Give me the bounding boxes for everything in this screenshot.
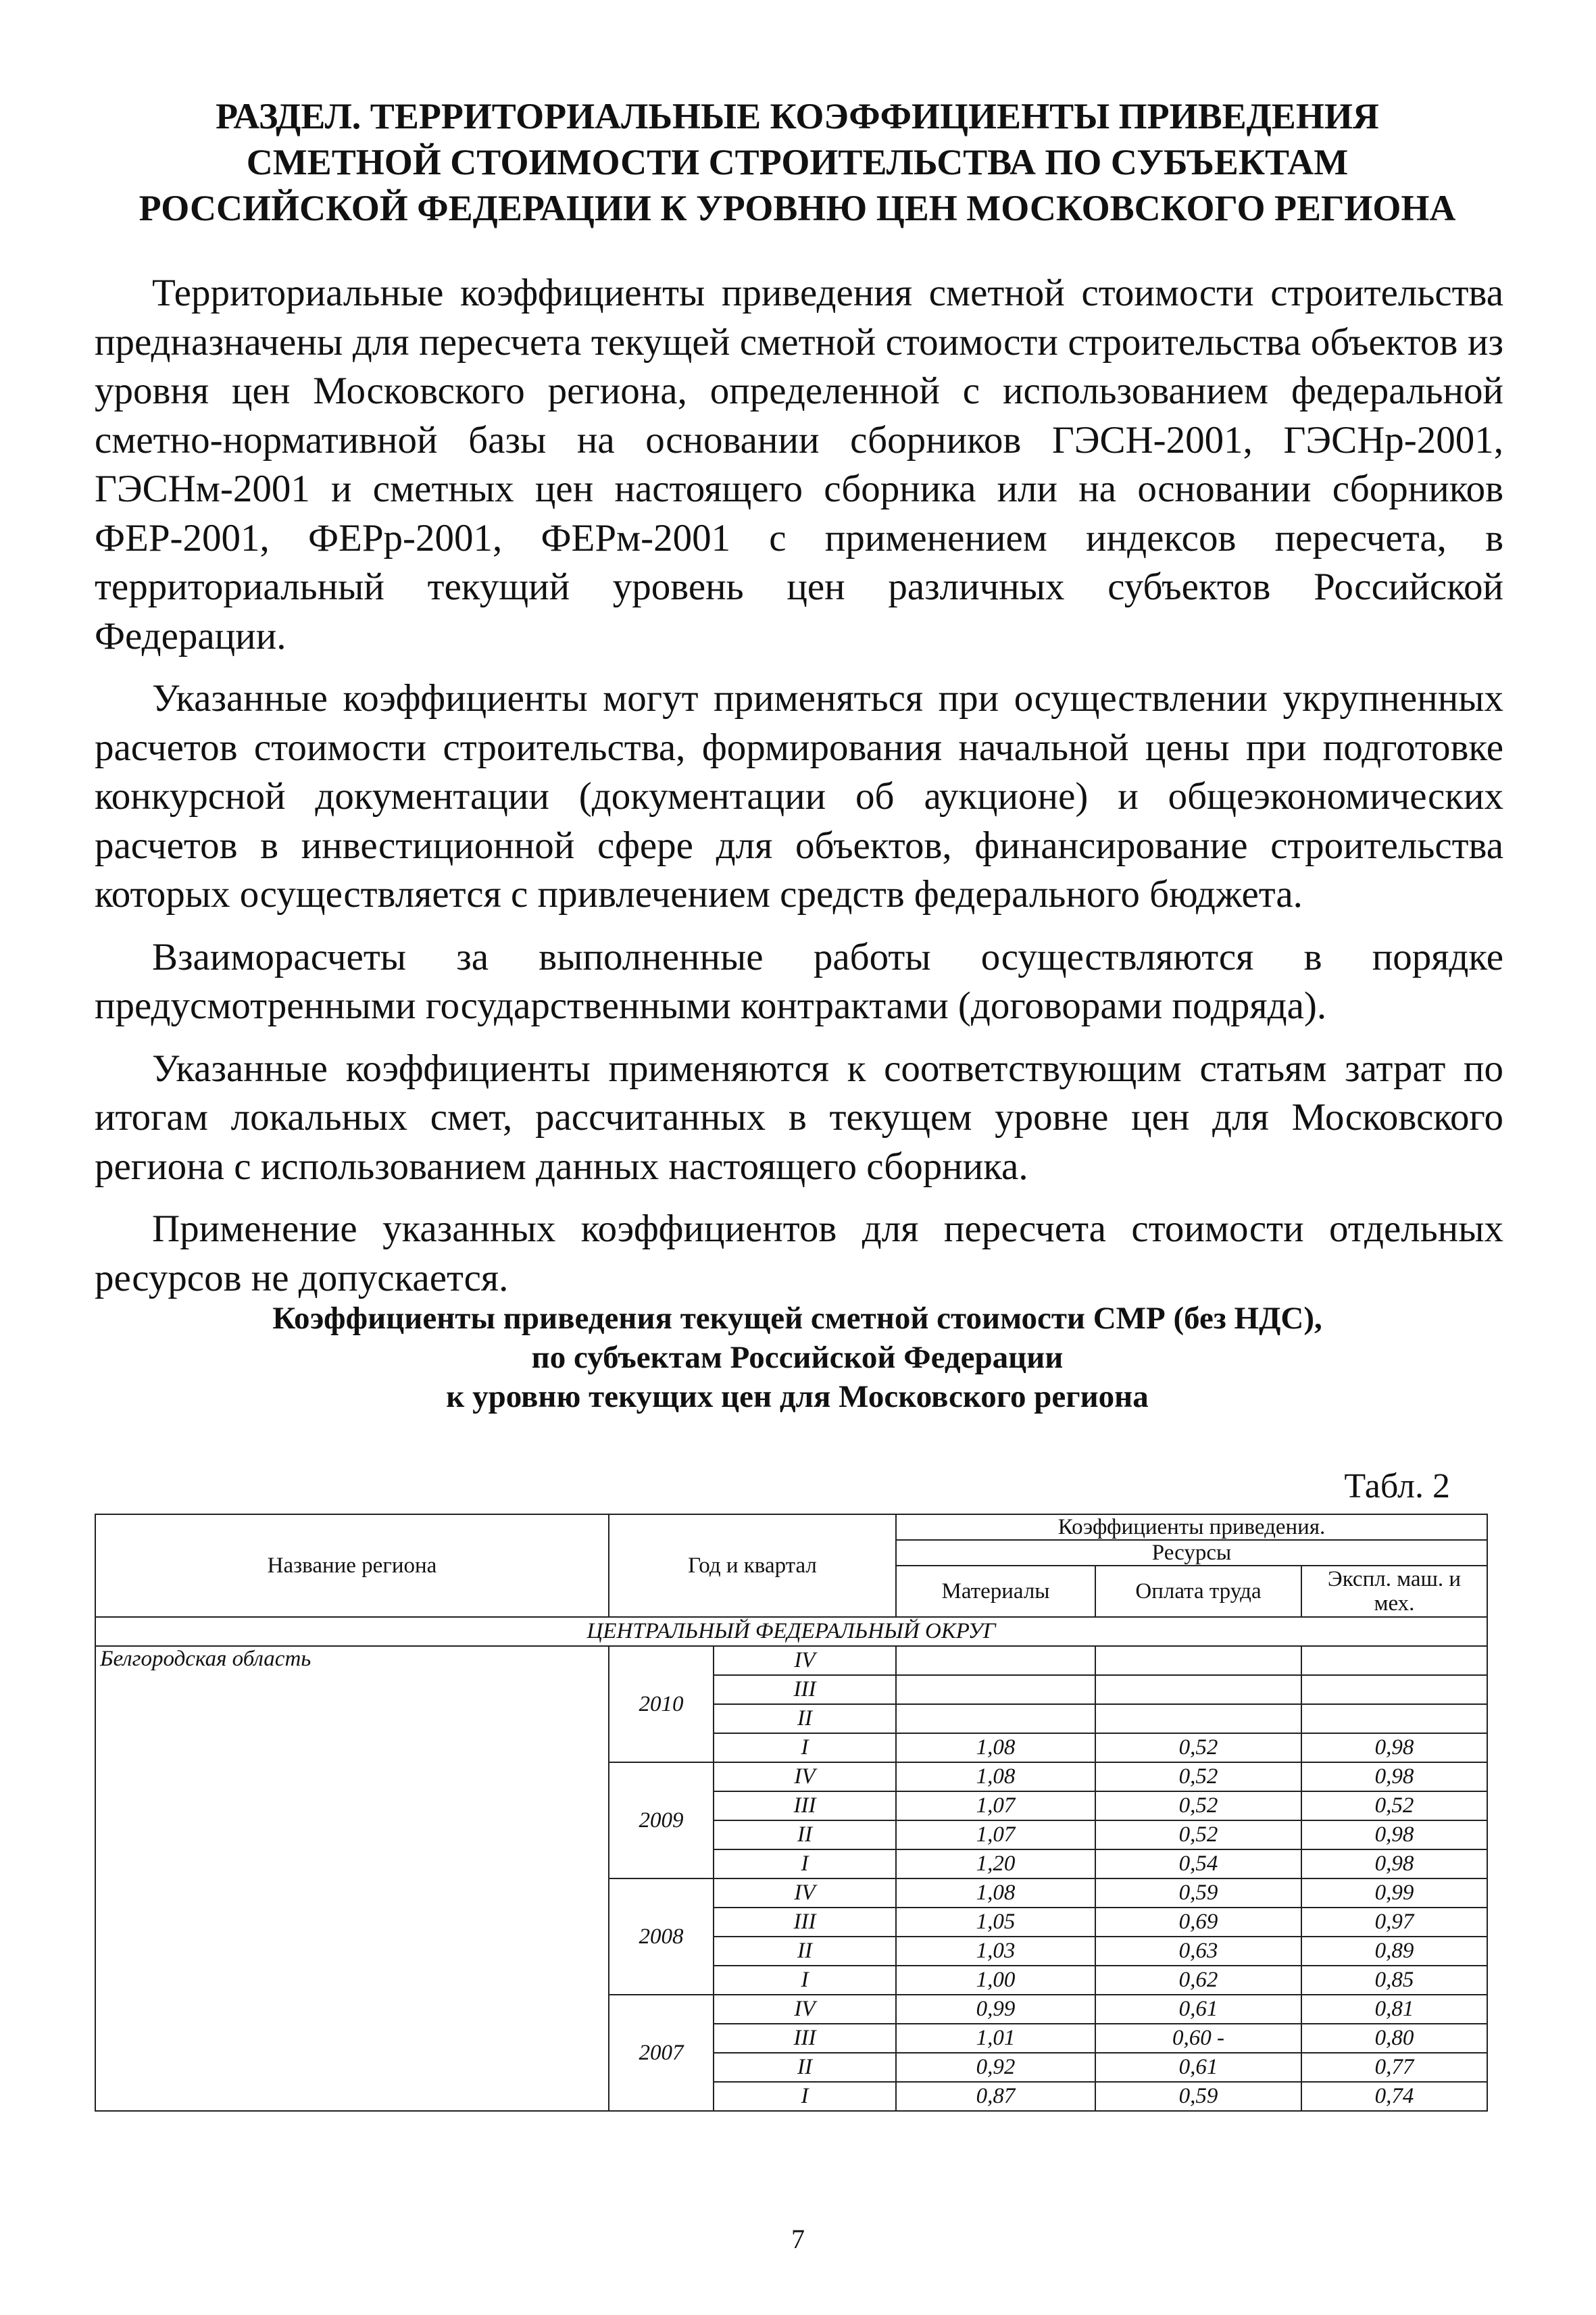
machines-cell: 0,80 — [1301, 2024, 1487, 2053]
labor-cell: 0,52 — [1095, 1762, 1301, 1791]
header-coefficients: Коэффициенты приведения. — [896, 1514, 1487, 1540]
materials-cell — [896, 1704, 1095, 1733]
quarter-cell: I — [714, 1849, 896, 1878]
labor-cell: 0,52 — [1095, 1791, 1301, 1820]
materials-cell: 1,07 — [896, 1820, 1095, 1849]
materials-cell: 1,05 — [896, 1908, 1095, 1937]
materials-cell: 0,92 — [896, 2053, 1095, 2082]
labor-cell: 0,59 — [1095, 2082, 1301, 2111]
labor-cell: 0,69 — [1095, 1908, 1301, 1937]
quarter-cell: IV — [714, 1762, 896, 1791]
labor-cell: 0,63 — [1095, 1937, 1301, 1966]
materials-cell — [896, 1646, 1095, 1675]
year-cell: 2008 — [609, 1878, 714, 1995]
quarter-cell: II — [714, 2053, 896, 2082]
labor-cell: 0,52 — [1095, 1820, 1301, 1849]
quarter-cell: III — [714, 1791, 896, 1820]
table-title-line: по субъектам Российской Федерации — [531, 1340, 1064, 1375]
labor-cell — [1095, 1646, 1301, 1675]
machines-cell: 0,52 — [1301, 1791, 1487, 1820]
table-title-line: Коэффициенты приведения текущей сметной стоимости СМР (без НДС), — [272, 1301, 1322, 1336]
quarter-cell: IV — [714, 1878, 896, 1908]
table-title-line: к уровню текущих цен для Московского региона — [446, 1379, 1149, 1414]
labor-cell — [1095, 1704, 1301, 1733]
header-year-quarter: Год и квартал — [609, 1514, 896, 1617]
header-materials: Материалы — [896, 1566, 1095, 1617]
materials-cell: 1,20 — [896, 1849, 1095, 1878]
machines-cell — [1301, 1646, 1487, 1675]
quarter-cell: II — [714, 1937, 896, 1966]
quarter-cell: II — [714, 1820, 896, 1849]
materials-cell: 1,01 — [896, 2024, 1095, 2053]
quarter-cell: I — [714, 1966, 896, 1995]
section-heading — [88, 93, 1507, 231]
labor-cell: 0,61 — [1095, 2053, 1301, 2082]
section-heading-line: РАЗДЕЛ. ТЕРРИТОРИАЛЬНЫЕ КОЭФФИЦИЕНТЫ ПРИВЕДЕНИЯ — [216, 96, 1379, 136]
quarter-cell: IV — [714, 1646, 896, 1675]
machines-cell: 0,98 — [1301, 1762, 1487, 1791]
quarter-cell: II — [714, 1704, 896, 1733]
paragraph: Применение указанных коэффициентов для пересчета стоимости отдельных ресурсов не допускается. — [95, 1208, 1503, 1299]
labor-cell: 0,52 — [1095, 1733, 1301, 1762]
labor-cell: 0,54 — [1095, 1849, 1301, 1878]
year-cell: 2007 — [609, 1995, 714, 2111]
header-region: Название региона — [95, 1514, 609, 1617]
machines-cell: 0,98 — [1301, 1849, 1487, 1878]
body-text — [95, 269, 1503, 1316]
district-row: ЦЕНТРАЛЬНЫЙ ФЕДЕРАЛЬНЫЙ ОКРУГ — [95, 1617, 1487, 1646]
table-label: Табл. 2 — [1344, 1467, 1450, 1505]
machines-cell: 0,89 — [1301, 1937, 1487, 1966]
year-cell: 2009 — [609, 1762, 714, 1878]
quarter-cell: I — [714, 2082, 896, 2111]
region-name: Белгородская область — [95, 1646, 609, 2111]
labor-cell: 0,62 — [1095, 1966, 1301, 1995]
machines-cell: 0,74 — [1301, 2082, 1487, 2111]
materials-cell: 1,00 — [896, 1966, 1095, 1995]
machines-cell: 0,98 — [1301, 1820, 1487, 1849]
labor-cell: 0,60 - — [1095, 2024, 1301, 2053]
machines-cell: 0,99 — [1301, 1878, 1487, 1908]
section-heading-line: РОССИЙСКОЙ ФЕДЕРАЦИИ К УРОВНЮ ЦЕН МОСКОВСКОГО РЕГИОНА — [139, 188, 1456, 228]
labor-cell: 0,59 — [1095, 1878, 1301, 1908]
materials-cell: 0,87 — [896, 2082, 1095, 2111]
quarter-cell: III — [714, 1908, 896, 1937]
header-labor: Оплата труда — [1095, 1566, 1301, 1617]
materials-cell: 1,08 — [896, 1762, 1095, 1791]
paragraph: Указанные коэффициенты могут применяться при осуществлении укрупненных расчетов стоимости строительства, формирования начальной цены при подготовке конкурсной документации (документации об аукционе) и общеэкономических расчетов в инвестиционной сфере для объектов, финансирование строительства которых осуществляется с привлечением средств федерального бюджета. — [95, 677, 1503, 916]
year-cell: 2010 — [609, 1646, 714, 1762]
materials-cell: 1,07 — [896, 1791, 1095, 1820]
machines-cell: 0,77 — [1301, 2053, 1487, 2082]
machines-cell: 0,97 — [1301, 1908, 1487, 1937]
quarter-cell: III — [714, 2024, 896, 2053]
section-heading-line: СМЕТНОЙ СТОИМОСТИ СТРОИТЕЛЬСТВА ПО СУБЪЕКТАМ — [246, 142, 1349, 182]
table-title — [88, 1299, 1507, 1416]
machines-cell: 0,98 — [1301, 1733, 1487, 1762]
machines-cell — [1301, 1675, 1487, 1704]
paragraph: Взаиморасчеты за выполненные работы осуществляются в порядке предусмотренными государственными контрактами (договорами подряда). — [95, 935, 1503, 1027]
header-machines: Экспл. маш. и мех. — [1301, 1566, 1487, 1617]
page-number: 7 — [791, 2224, 805, 2254]
materials-cell — [896, 1675, 1095, 1704]
materials-cell: 0,99 — [896, 1995, 1095, 2024]
materials-cell: 1,08 — [896, 1878, 1095, 1908]
labor-cell — [1095, 1675, 1301, 1704]
labor-cell: 0,61 — [1095, 1995, 1301, 2024]
table-body — [95, 1617, 1487, 2111]
quarter-cell: I — [714, 1733, 896, 1762]
materials-cell: 1,03 — [896, 1937, 1095, 1966]
machines-cell: 0,81 — [1301, 1995, 1487, 2024]
materials-cell: 1,08 — [896, 1733, 1095, 1762]
quarter-cell: III — [714, 1675, 896, 1704]
header-resources: Ресурсы — [896, 1540, 1487, 1566]
machines-cell — [1301, 1704, 1487, 1733]
paragraph: Указанные коэффициенты применяются к соответствующим статьям затрат по итогам локальных смет, рассчитанных в текущем уровне цен для Московского региона с использованием данных настоящего сборника. — [95, 1047, 1503, 1188]
machines-cell: 0,85 — [1301, 1966, 1487, 1995]
coefficients-table — [95, 1514, 1488, 2112]
paragraph: Территориальные коэффициенты приведения сметной стоимости строительства предназначены для пересчета текущей сметной стоимости строительства объектов из уровня цен Московского региона, определенной с использованием федеральной сметно-нормативной базы на основании сборников ГЭСН-2001, ГЭСНр-2001, ГЭСНм-2001 и сметных цен настоящего сборника или на основании сборников ФЕР-2001, ФЕРр-2001, ФЕРм-2001 с применением индексов пересчета, в территориальный текущий уровень цен различных субъектов Российской Федерации. — [95, 272, 1503, 657]
table-row — [95, 1646, 1487, 1675]
quarter-cell: IV — [714, 1995, 896, 2024]
